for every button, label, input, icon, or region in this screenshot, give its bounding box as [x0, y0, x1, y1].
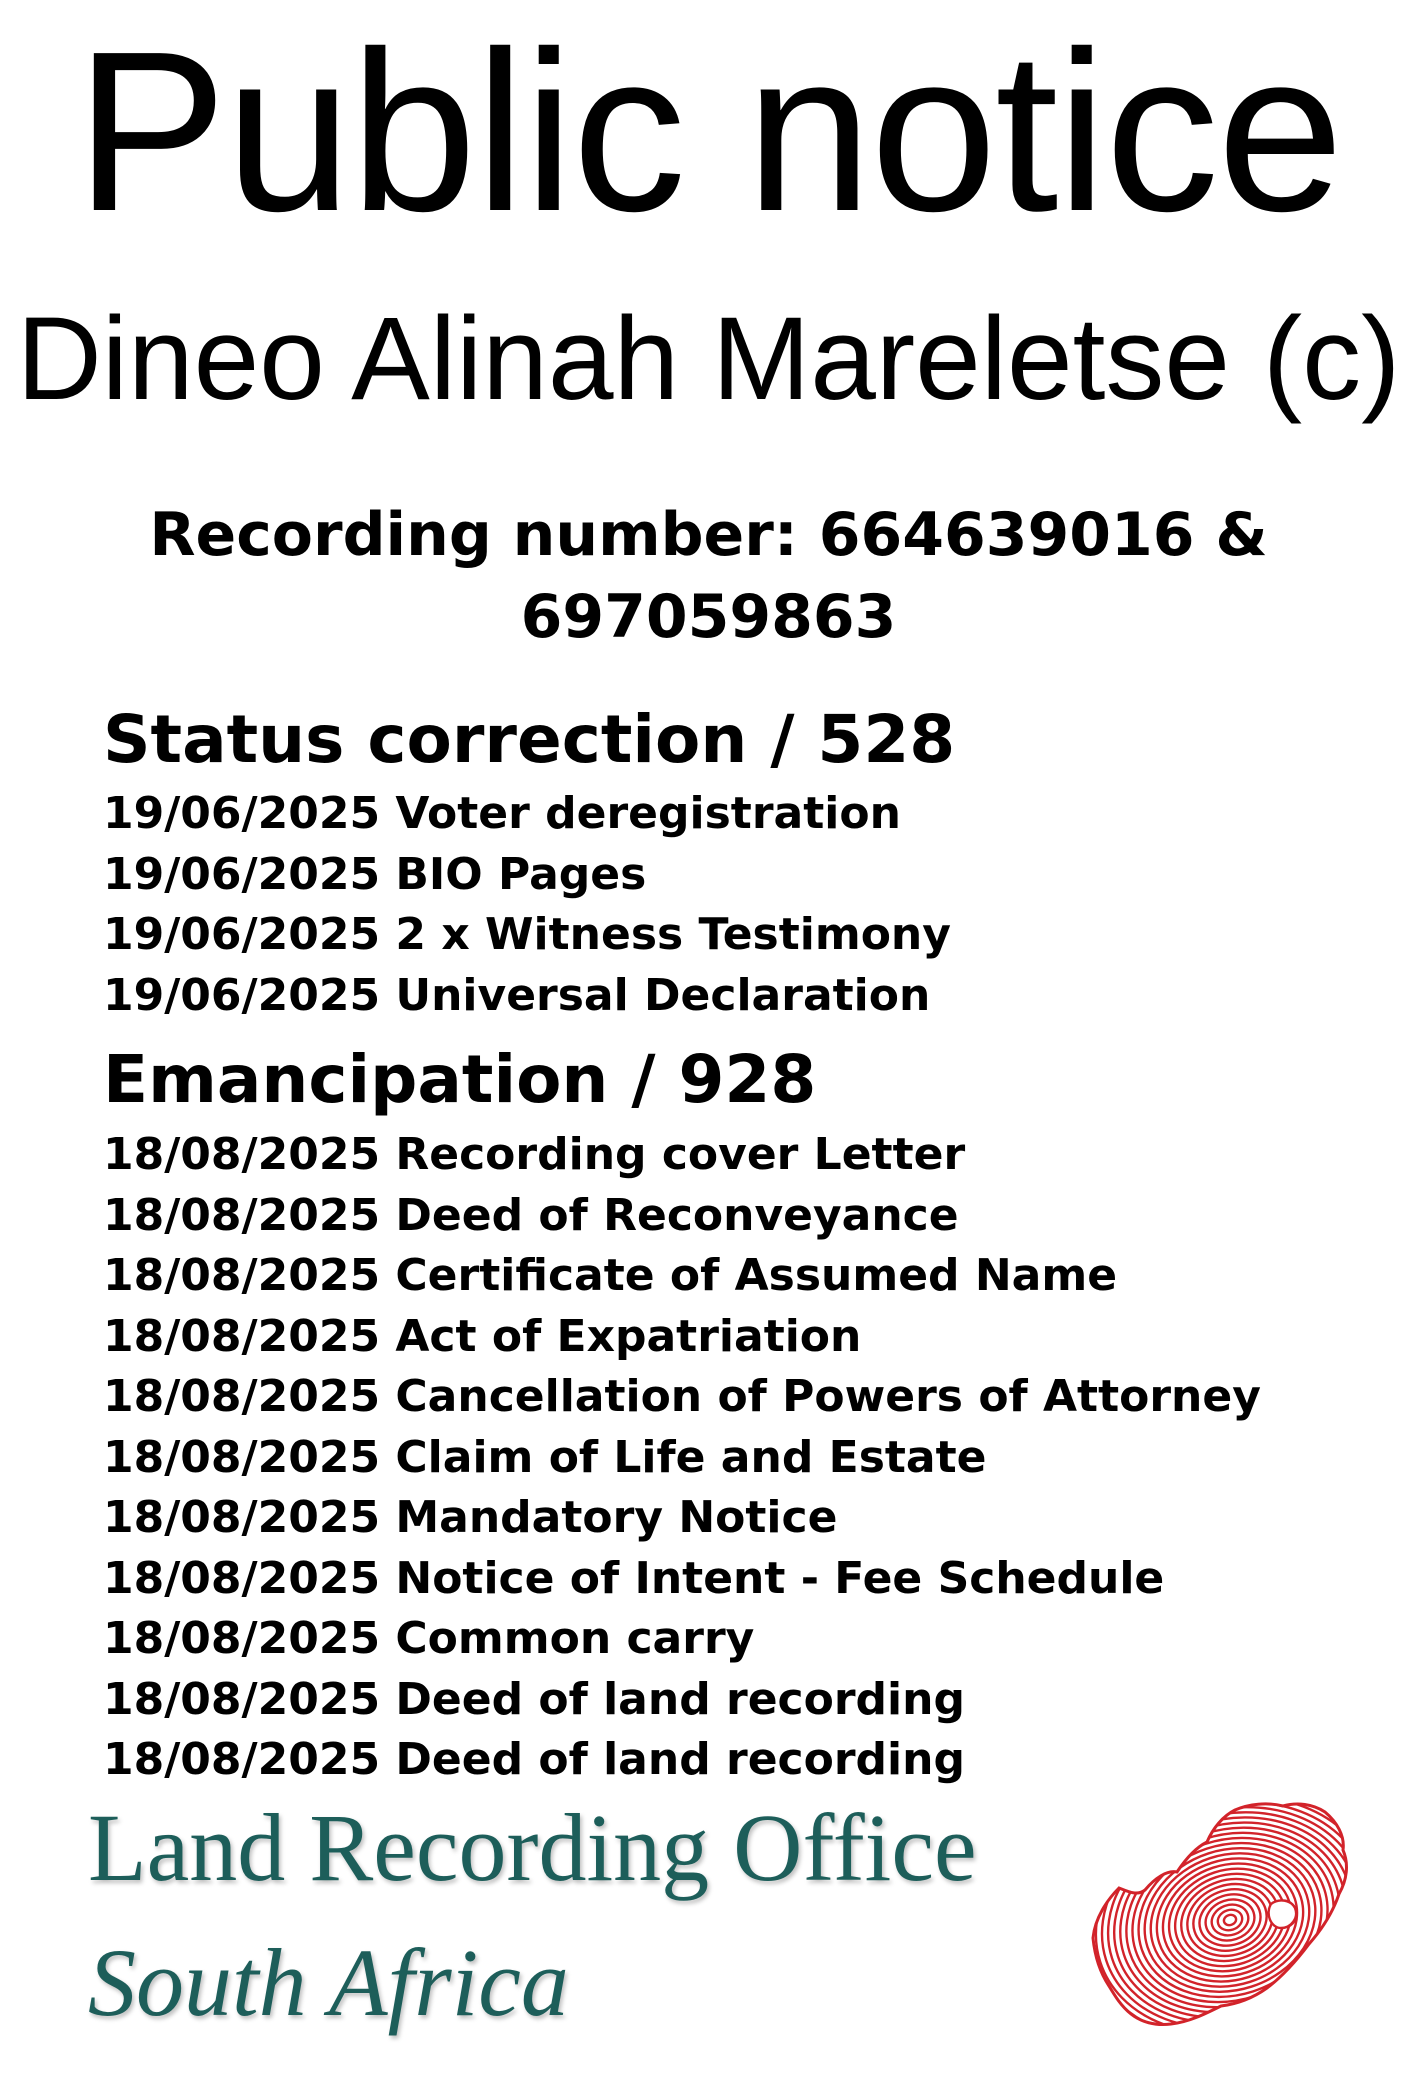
list-item: 19/06/2025 BIO Pages [103, 848, 647, 900]
status-correction-list [103, 784, 951, 1026]
fingerprint-ridge [1200, 1893, 1260, 1946]
section-heading-emancipation: Emancipation / 928 [103, 1041, 817, 1118]
list-item: 18/08/2025 Deed of land recording [103, 1734, 965, 1785]
emancipation-list [103, 1125, 1261, 1791]
list-item: 18/08/2025 Recording cover Letter [103, 1129, 966, 1180]
list-item: 18/08/2025 Mandatory Notice [103, 1492, 838, 1543]
fingerprint-ridge [1223, 1913, 1238, 1926]
person-name: Dineo Alinah Mareletse (c) [16, 293, 1401, 425]
south-africa-fingerprint-map-icon [1085, 1800, 1355, 2050]
list-item: 18/08/2025 Common carry [103, 1613, 755, 1664]
list-item: 18/08/2025 Claim of Life and Estate [103, 1431, 987, 1483]
office-country: South Africa [88, 1929, 569, 2036]
list-item: 18/08/2025 Deed of land recording [103, 1673, 965, 1725]
list-item: 18/08/2025 Act of Expatriation [103, 1310, 862, 1362]
office-name: Land Recording Office [88, 1794, 977, 1901]
list-item: 18/08/2025 Notice of Intent - Fee Schedule [103, 1552, 1165, 1604]
public-notice-title: Public notice [75, 5, 1342, 259]
list-item: 19/06/2025 2 x Witness Testimony [103, 909, 951, 960]
recording-number: Recording number: 664639016 & 697059863 [149, 500, 1268, 652]
list-item: 18/08/2025 Deed of Reconveyance [103, 1189, 959, 1241]
section-heading-status-correction: Status correction / 528 [103, 701, 956, 778]
fingerprint-ridge [1215, 1907, 1245, 1934]
list-item: 18/08/2025 Cancellation of Powers of Attorney [103, 1371, 1261, 1422]
list-item: 18/08/2025 Certificate of Assumed Name [103, 1250, 1118, 1301]
list-item: 19/06/2025 Universal Declaration [103, 969, 931, 1021]
list-item: 19/06/2025 Voter deregistration [103, 788, 901, 839]
